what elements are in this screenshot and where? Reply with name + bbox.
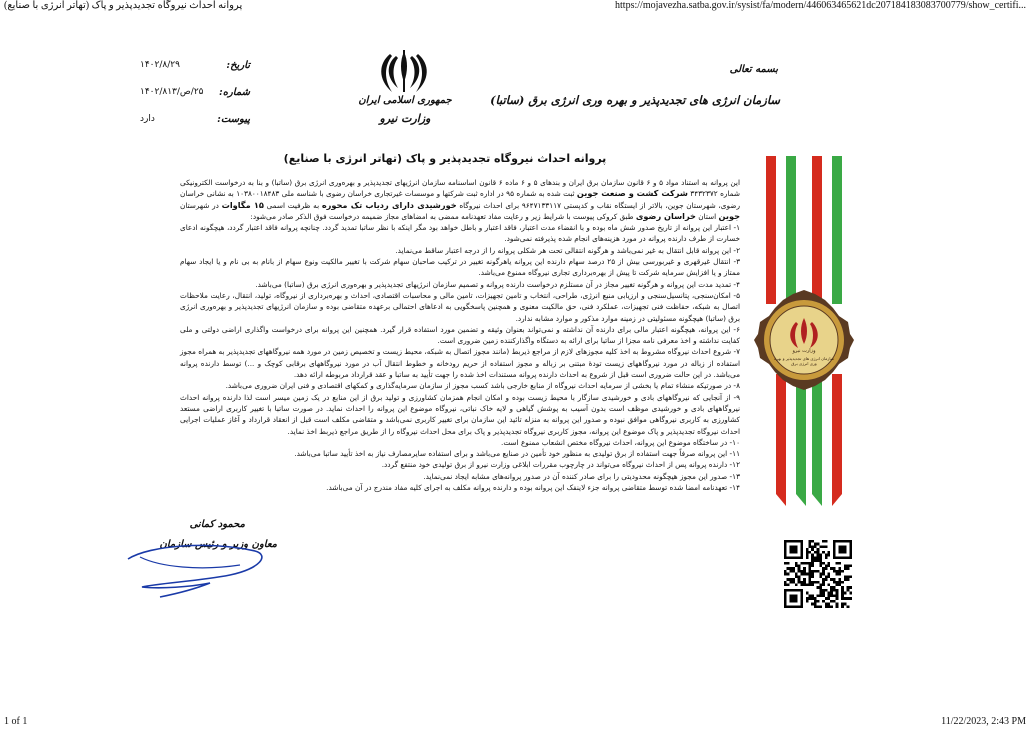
browser-url: https://mojavezha.satba.gov.ir/sysist/fa/modern/446063465621dc207184183083700779/show_certifi... (615, 0, 1026, 11)
clause: ۱۲- دارنده پروانه پس از احداث نیروگاه می‌تواند در چارچوب مقررات ابلاغی وزارت نیرو از برق تولیدی خود منتفع گردد. (381, 460, 740, 470)
gov-line-2: وزارت نیرو (379, 112, 431, 125)
intro-text: استان (695, 211, 719, 221)
intro-paragraph (180, 177, 740, 222)
signatory-title: معاون وزیر و رئیس سازمان (159, 539, 277, 550)
intro-text: ثبت شده به شماره ۹۵ در اداره ثبت شرکتها و موسسات غیرتجاری خراسان رضوی با شناسه ملی ۱۰۳۸۰۰۱۸۴۸۳ به نشانی خراسان رضوی، شهرستان جوین، بالاتر از ایستگاه نقاب و کدپستی ۹۶۴۷۱۳۳۱۱۷ برای احداث نیروگاه (180, 189, 740, 210)
clause: ۸- در صورتیکه منشاء تمام یا بخشی از سرمایه احداث نیروگاه از منابع خارجی باشد کسب مجوز از سازمان سرمایه‌گذاری و کمکهای اقتصادی و فنی ایران ضروری می‌باشد. (225, 381, 740, 391)
seal-ribbon (754, 154, 854, 509)
document-title: پروانه احداث نیروگاه تجدیدپذیر و پاک (تهاتر انرژی با صنایع) (283, 152, 607, 165)
meta-number (140, 87, 250, 114)
letter-meta (140, 60, 250, 141)
seal-text-line-2: سازمان انرژی های تجدیدپذیر و بهره وری انرژی برق (774, 356, 834, 366)
organization-header (490, 64, 780, 107)
meta-number-value: ۲۵/ص/۱۴۰۲/۸۱۳ (140, 87, 204, 97)
signature-block (120, 519, 285, 599)
plant-province: خراسان رضوی (635, 210, 696, 221)
clause: ۵- امکان‌سنجی، پتانسیل‌سنجی و ارزیابی منبع انرژی، طراحی، انتخاب و تامین تجهیزات، تامین مالی و محاسبات اقتصادی، احداث و بهره‌برداری از نیروگاه، تولید، انتقال، رعایت ملاحظات اتصال به شبکه، حفاظت فنی تجهیزات، عملکرد فنی، حق مالکیت معنوی و همچنین پاسخگویی به ادعاهای احتمالی برعهده متقاضی بوده و سازمان انرژیهای تجدیدپذیر و بهره‌وری انرژی برق (ساتبا) هیچگونه مسئولیتی در زمینه موارد مذکور و موارد مشابه ندارد. (180, 290, 740, 323)
meta-attachment-value: دارد (140, 114, 155, 124)
clause: ۳- انتقال غیرقهری و غیربورسی بیش از ۲۵ درصد سهام دارنده این پروانه یاهرگونه تغییر در ترکیب صاحبان سهام شرکت با تغییر مالکیت ونوع سهام از بانام به بی نام و یا ایجاد سهام ممتاز و یا افزایش سرمایه شرکت تا پیش از بهره‌برداری تجاری نیروگاه ممنوع می‌باشد. (180, 257, 740, 278)
meta-date-value: ۱۴۰۲/۸/۲۹ (140, 60, 180, 70)
intro-text: به ظرفیت اسمی (263, 200, 322, 210)
company-name: شرکت کشت و صنعت جوین (576, 188, 688, 199)
signatory-name: محمود کمانی (189, 519, 245, 530)
document-body (180, 177, 740, 493)
plant-type: خورشیدی دارای ردیاب تک محوره (321, 199, 457, 210)
clause: ۶- این پروانه، هیچگونه اعتبار مالی برای دارنده آن نداشته و نمی‌تواند بعنوان وثیقه و تضمین مورد استفاده قرار گیرد. همچنین این پروانه برای درخواست واگذاری اراضی دولتی و ملی کفایت نداشته و اخذ معرفی نامه مجزا از ساتبا برای ارائه به دستگاه واگذارکننده زمین ضروری است. (180, 324, 740, 346)
clause: ۱- اعتبار این پروانه از تاریخ صدور شش ماه بوده و با انقضاء مدت اعتبار، فاقد اعتبار و باطل خواهد بود مگر اینکه با نظر ساتبا تمدید گردد. چنانچه پروانه فاقد اعتبار گردد، هیچگونه ادعای خسارت از طرف دارنده پروانه در مورد هزینه‌های انجام شده پذیرفته نمی‌شود. (180, 223, 740, 244)
meta-date-label: تاریخ: (226, 60, 250, 71)
print-page-count: 1 of 1 (4, 716, 28, 727)
organization-name: سازمان انرژی های تجدیدپذیر و بهره وری انرژی برق (ساتبا) (490, 93, 780, 107)
clause: ۲- این پروانه قابل انتقال به غیر نمی‌باشد و هرگونه انتقالی تحت هر شکلی پروانه را از درجه اعتبار ساقط می‌نماید. (395, 245, 740, 255)
iran-emblem-icon (374, 48, 434, 98)
gov-line-1: جمهوری اسلامی ایران (358, 95, 452, 106)
intro-text: این پروانه به استناد مواد ۵ و ۶ قانون سازمان برق ایران و بندهای ۵ و ۶ ماده ۶ قانون اساسنامه سازمان انرژیهای تجدیدپذیر و بهره‌وری انرژی برق (ساتبا) و بنا به درخواست الکترونیکی شماره ۳۴۳۲۳۷۲ (180, 178, 741, 199)
clause: ۱۱- این پروانه صرفاً جهت استفاده از برق تولیدی به منظور خود تأمین در صنایع می‌باشد و برای استفاده سایرمصارف نیاز به اخذ تأیید ساتبا می‌باشد. (294, 449, 740, 459)
clause: ۱۰- در ساختگاه موضوع این پروانه، احداث نیروگاه مختص انشعاب ممنوع است. (501, 437, 740, 447)
government-header (355, 95, 455, 125)
clause: ۷- شروع احداث نیروگاه مشروط به اخذ کلیه مجوزهای لازم از مراجع ذیربط (مانند مجوز اتصال به شبکه، محیط زیست و تخصیص زمین در مورد همه نیروگاههای تجدیدپذیر به همراه مجوز استفاده از زباله در مورد نیروگاههای زیست تودهٔ مبتنی بر زباله و مجوز استفاده از حریم رودخانه و خطوط انتقال آب در مورد نیروگاههای برقابی کوچک و ...) توسط دارنده پروانه می‌باشد. در این حالت ضروری است قبل از شروع به احداث دارنده پروانه مستندات اخذ شده را جهت تأیید به ساتبا و عقد قرارداد مربوطه ارائه دهد. (180, 347, 740, 380)
meta-attachment-label: پیوست: (217, 114, 250, 125)
print-datetime: 11/22/2023, 2:43 PM (941, 716, 1026, 727)
clause: ۹- از آنجایی که نیروگاههای بادی و خورشیدی سازگار با محیط زیست بوده و امکان انجام همزمان کشاورزی و تولید برق از این منابع در یک زمین میسر است لذا دارنده پروانه احداث نیروگاههای بادی و خورشیدی موظف است بدون آسیب به پوشش گیاهی و لایه خاک نباتی، نیروگاه موضوع این پروانه را احداث نماید. در صورت ساتبا با تغییر کاربری اراضی مستعد کشاورزی به کاربری نیروگاهی موافق نبوده و صدور این پروانه به منزله تائید این سازمان برای تغییر کاربری نمی‌باشد و متقاضی مکلف است قبل از انعقاد قرارداد و آغاز عملیات اجرایی احداث نیروگاه تجدیدپذیر و پاک موضوع این پروانه، مجوز کاربری نیروگاه تجدیدپذیر و پاک برای محل احداث نیروگاه را از طریق مراجع ذیربط اخذ نماید. (180, 392, 740, 436)
clause: ۱۳- صدور این مجوز هیچگونه محدودیتی را برای صادر کننده آن در صدور پروانه‌های مشابه ایجاد نمی‌نماید. (423, 471, 740, 481)
meta-date (140, 60, 250, 87)
intro-text: طبق کروکی پیوست با شرایط زیر و رعایت مفاد تعهدنامه ممضی به امضاهای مجاز ضمیمه درخواست فوق الذکر صادر می‌شود: (250, 211, 636, 221)
browser-page-title: پروانه احداث نیروگاه تجدیدپذیر و پاک (تهاتر انرژی با صنایع) (4, 0, 243, 11)
seal-text-line-1: وزارت نیرو (792, 348, 816, 354)
clause: ۴- تمدید مدت این پروانه و هرگونه تغییر مجاز در آن مستلزم درخواست دارنده پروانه و تصمیم سازمان انرژیهای تجدیدپذیر و بهره‌وری انرژی برق (ساتبا) می‌باشد. (255, 279, 740, 289)
meta-attachment (140, 114, 250, 141)
handwritten-signature-icon (120, 527, 285, 602)
qr-code-icon[interactable] (784, 540, 852, 608)
basmala: بسمه تعالی (729, 64, 778, 75)
meta-number-label: شماره: (219, 87, 250, 98)
plant-city: جوین (718, 210, 740, 221)
intro-text: در شهرستان (180, 200, 222, 210)
plant-capacity: ۱۵ مگاوات (221, 199, 264, 210)
clause: ۱۴- تعهدنامه امضا شده توسط متقاضی پروانه جزء لاینفک این پروانه بوده و دارنده پروانه مکلف به اجرای کلیه مفاد مندرج در آن می‌باشد. (326, 483, 740, 493)
